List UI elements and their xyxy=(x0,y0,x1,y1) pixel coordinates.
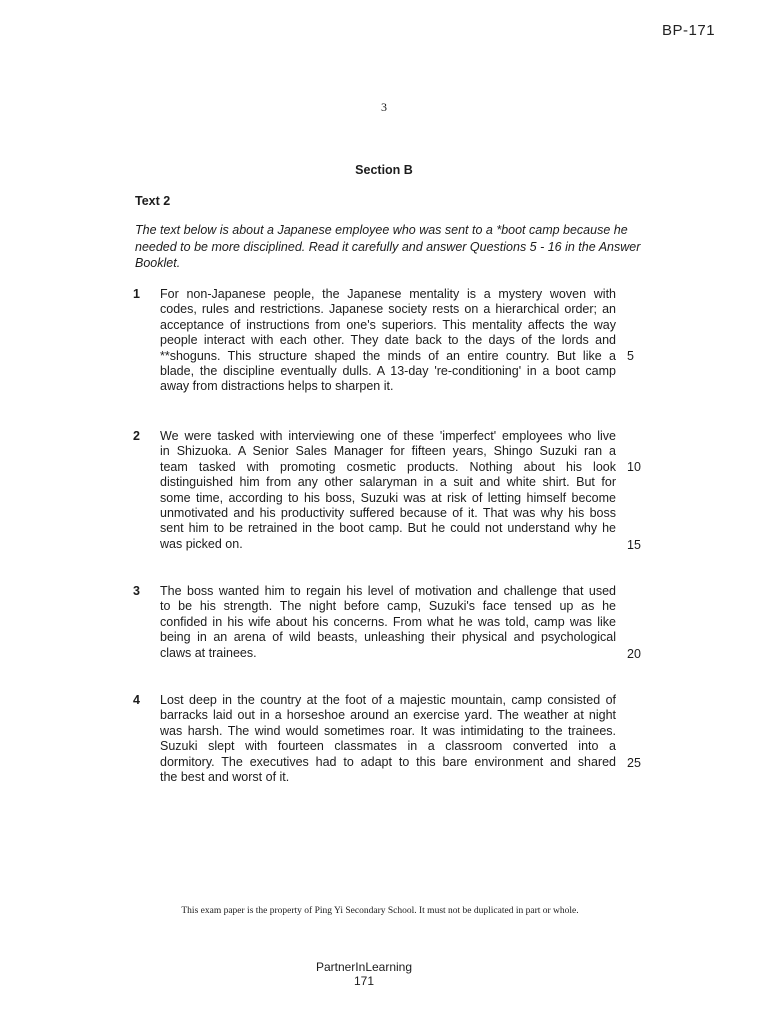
paragraph-1 xyxy=(133,287,653,395)
line-number-marker: 20 xyxy=(627,647,641,661)
line-number-marker: 25 xyxy=(627,756,641,770)
paragraph-line: in Shizuoka. A Senior Sales Manager for fifteen years, Shingo Suzuki ran a xyxy=(160,444,616,459)
paragraph-body xyxy=(160,429,616,552)
section-title: Section B xyxy=(355,163,413,177)
paragraph-line: acceptance of instructions from one's superiors. This mentality affects the way xyxy=(160,317,616,332)
paragraph-line: Suzuki slept with fourteen classmates in a classroom converted into a xyxy=(160,739,616,754)
paragraph-line: team tasked with promoting cosmetic products. Nothing about his look xyxy=(160,459,616,474)
footer-brand xyxy=(0,960,728,988)
line-number-marker: 5 xyxy=(627,348,634,363)
paragraph-number: 2 xyxy=(133,429,140,443)
paragraph-number: 3 xyxy=(133,584,140,598)
paragraph-line: codes, rules and restrictions. Japanese society rests on a hierarchical order; an xyxy=(160,302,616,317)
footer-page-number: 171 xyxy=(353,974,375,988)
paragraph-line: being in an arena of wild beasts, unleashing their physical and psychological xyxy=(160,630,616,645)
paragraph-body xyxy=(160,693,616,785)
page-code: BP-171 xyxy=(662,22,716,39)
paragraph-line: barracks laid out in a horseshoe around an exercise yard. The weather at night xyxy=(160,708,616,723)
paragraph-line: blade, the discipline eventually dulls. A 13-day 're-conditioning' in a boot camp xyxy=(160,364,616,379)
paragraph-line: distinguished him from any other salaryman in a suit and white shirt. But for xyxy=(160,475,616,490)
paragraph-line: people interact with each other. They date back to the days of the lords and xyxy=(160,333,616,348)
paragraph-line: unmotivated and his productivity suffered because of it. That was why his boss xyxy=(160,506,616,521)
paragraph-3 xyxy=(133,584,653,661)
paragraph-line: For non-Japanese people, the Japanese mentality is a mystery woven with xyxy=(160,287,616,301)
page-number: 3 xyxy=(381,100,387,114)
paragraph-line: We were tasked with interviewing one of these 'imperfect' employees who live xyxy=(160,429,616,443)
paragraph-4 xyxy=(133,693,653,785)
paragraph-body xyxy=(160,287,616,395)
paragraph-line: claws at trainees. xyxy=(160,645,257,660)
paragraph-line: the best and worst of it. xyxy=(160,770,290,785)
line-number-marker: 10 xyxy=(627,459,641,474)
paragraph-body xyxy=(160,584,616,661)
line-number-marker: 15 xyxy=(627,538,641,552)
paragraph-line: away from distractions helps to sharpen it. xyxy=(160,379,394,394)
paragraph-2 xyxy=(133,429,653,552)
paragraph-number: 4 xyxy=(133,693,140,707)
paragraph-line: Lost deep in the country at the foot of a majestic mountain, camp consisted of xyxy=(160,693,616,707)
paragraph-line: dormitory. The executives had to adapt to this bare environment and shared xyxy=(160,754,616,769)
paragraph-line: to be his strength. The night before camp, Suzuki's face tensed up as he xyxy=(160,599,616,614)
paragraph-line: was picked on. xyxy=(160,536,243,551)
paragraph-line: The boss wanted him to regain his level of motivation and challenge that used xyxy=(160,584,616,598)
brand-name: PartnerInLearning xyxy=(315,960,413,974)
copyright-notice: This exam paper is the property of Ping Yi Secondary School. It must not be duplicated in part or whole. xyxy=(181,906,579,916)
paragraph-line: **shoguns. This structure shaped the minds of an entire country. But like a xyxy=(160,348,616,363)
paragraph-line: some time, according to his boss, Suzuki was at risk of letting himself become xyxy=(160,490,616,505)
paragraph-line: was harsh. The wind would sometimes roar. It was intimidating to the trainees. xyxy=(160,723,616,738)
paragraph-number: 1 xyxy=(133,287,140,301)
text-title: Text 2 xyxy=(135,194,171,208)
instructions: The text below is about a Japanese employee who was sent to a *boot camp because he needed to be more disciplined. Read it carefully and answer Questions 5 - 16 in the Answer Booklet. xyxy=(135,223,641,270)
paragraph-line: confided in his wife about his concerns. From what he was told, camp was like xyxy=(160,614,616,629)
paragraph-line: sent him to be retrained in the boot camp. But he could not understand why he xyxy=(160,521,616,536)
